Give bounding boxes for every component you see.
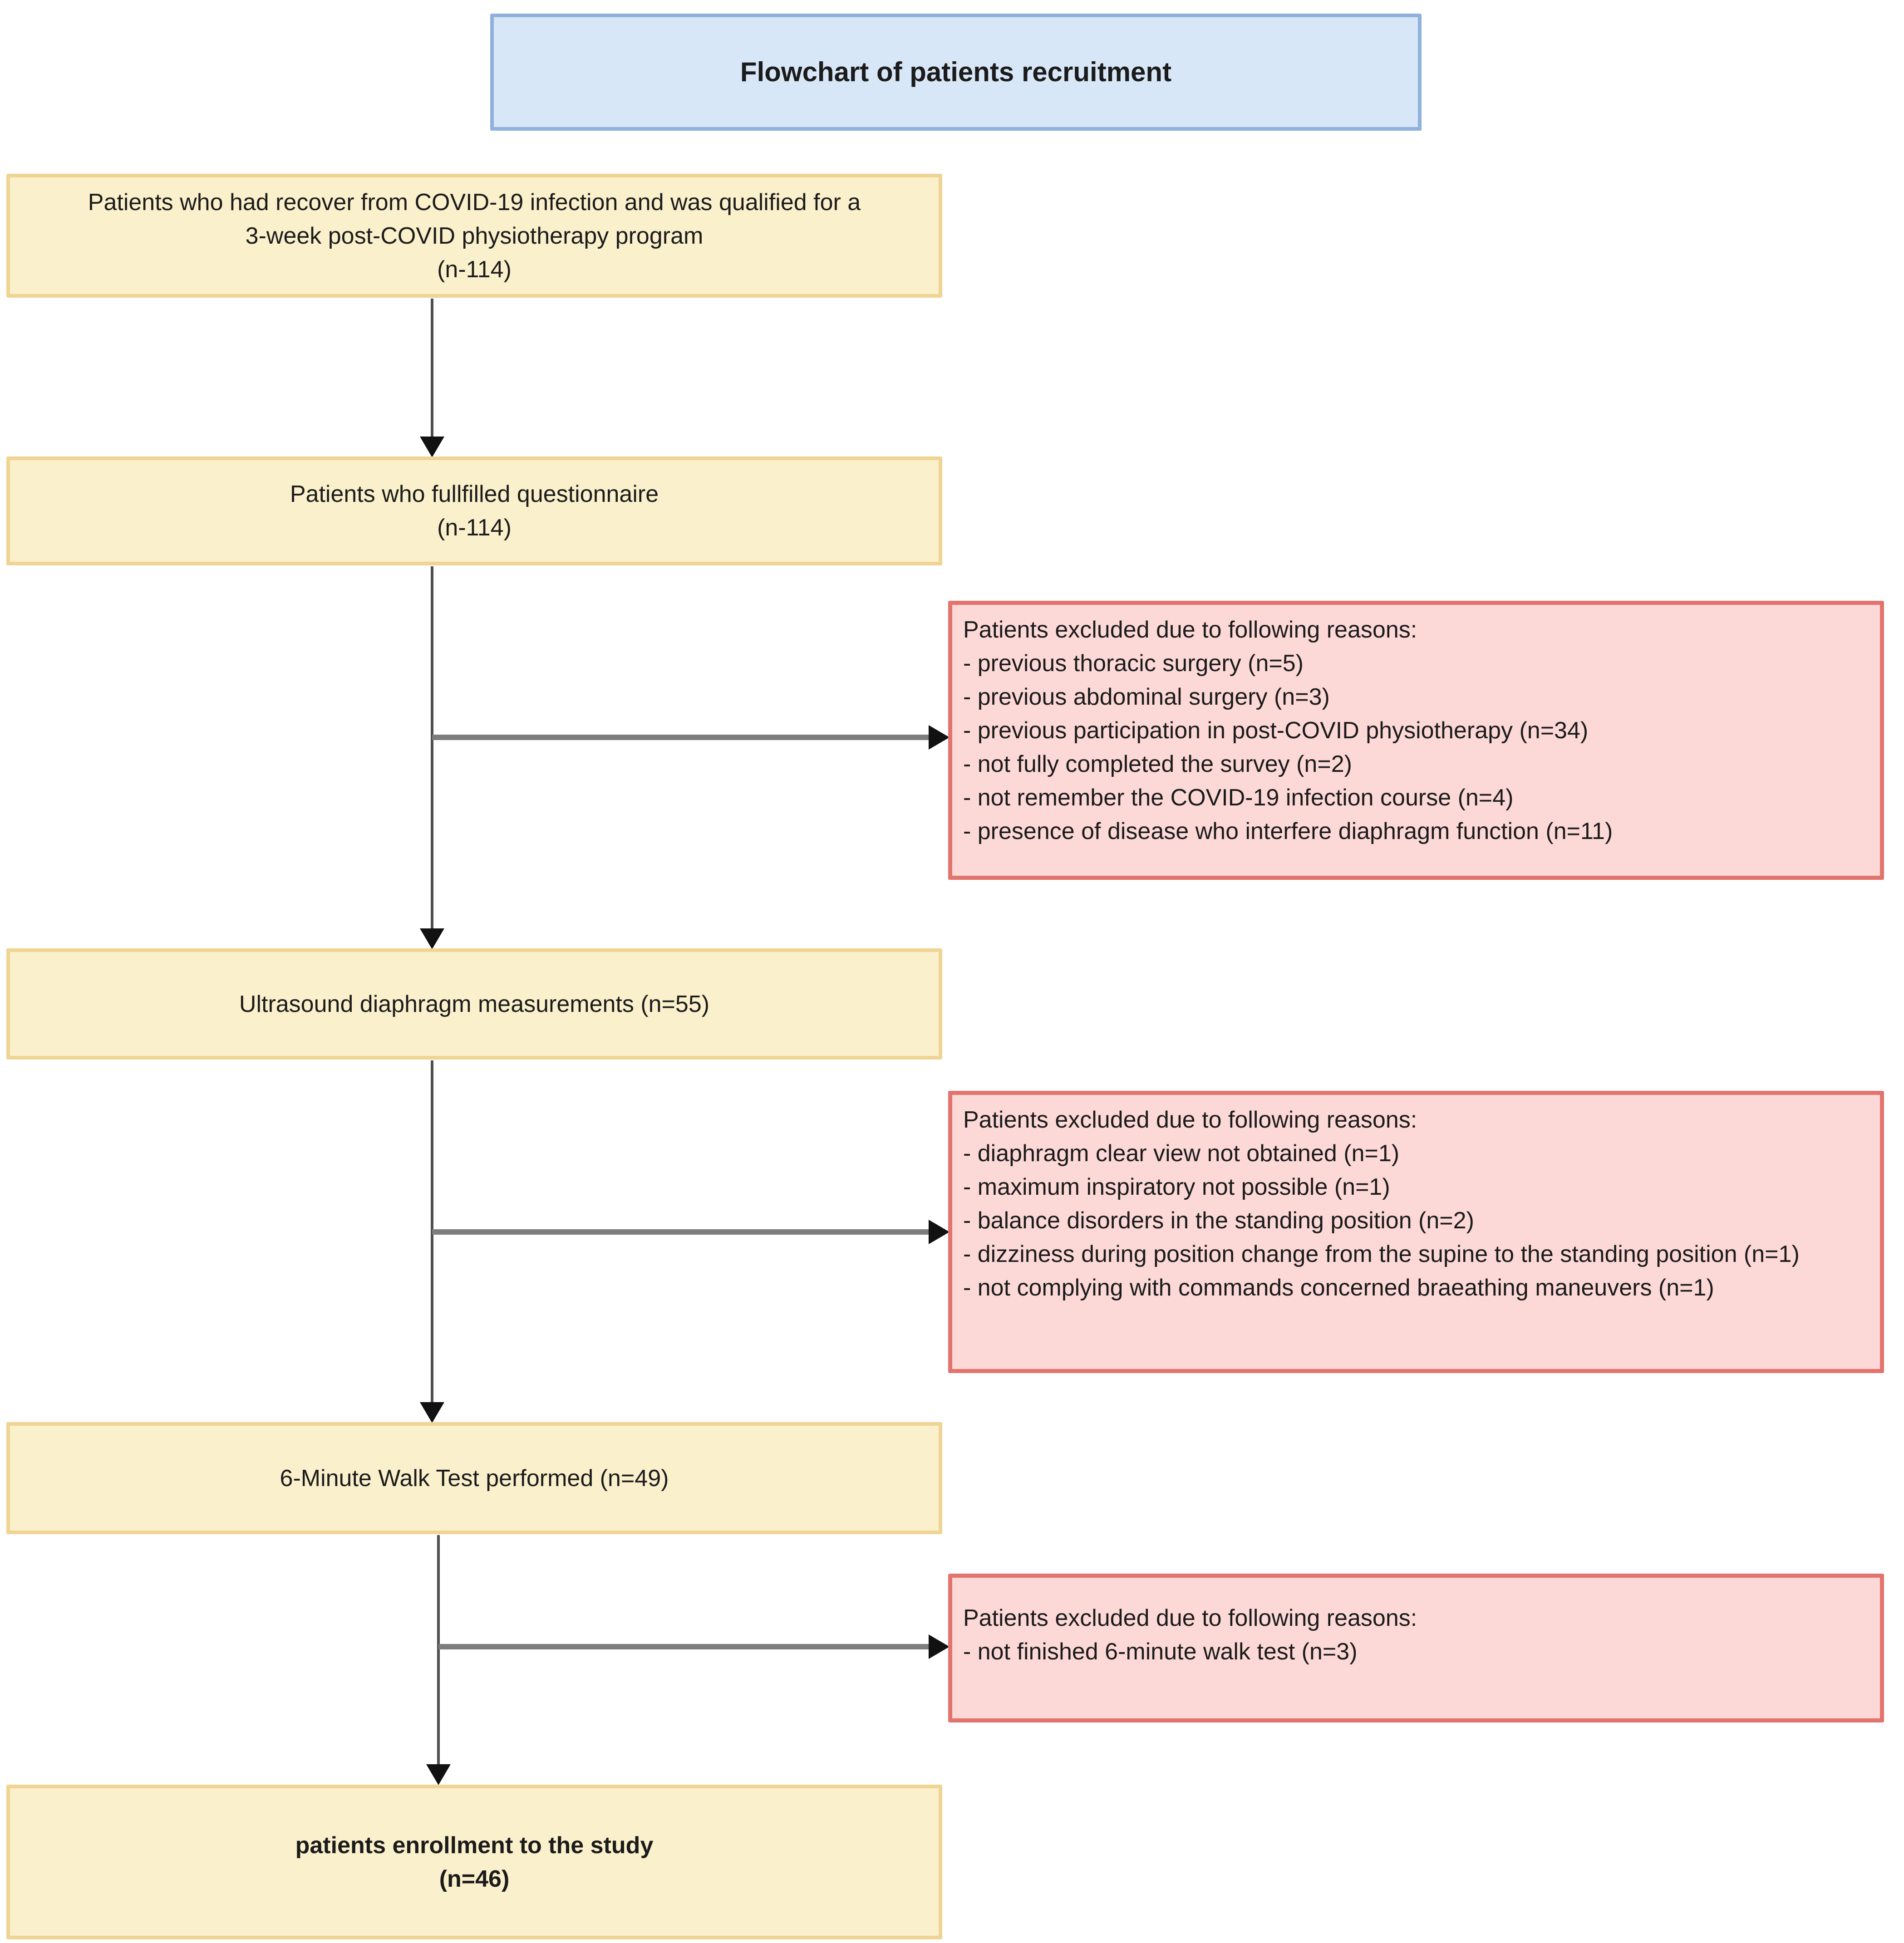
node-ultrasound xyxy=(6,948,942,1060)
node-enrollment xyxy=(6,1785,942,1939)
page-title: Flowchart of patients recruitment xyxy=(740,57,1172,87)
branch-to-excluded-3 xyxy=(438,1644,930,1649)
node-excluded-after-ultrasound xyxy=(948,1091,1884,1373)
excluded-1-item: - not fully completed the survey (n=2) xyxy=(963,751,1352,777)
node-questionnaire xyxy=(6,456,942,565)
excluded-2-item: - balance disorders in the standing position (n=2) xyxy=(963,1207,1474,1234)
node-qualified-count: (n-114) xyxy=(437,256,512,283)
excluded-1-item: - presence of disease who interfere diaphragm function (n=11) xyxy=(963,818,1613,844)
title-box xyxy=(490,14,1422,131)
arrowhead-down-icon xyxy=(420,1402,444,1423)
arrowhead-right-icon xyxy=(929,725,950,750)
branch-to-excluded-2 xyxy=(432,1229,930,1235)
excluded-2-item: - not complying with commands concerned braeathing maneuvers (n=1) xyxy=(963,1275,1714,1301)
excluded-1-item: - previous participation in post-COVID physiotherapy (n=34) xyxy=(963,717,1589,744)
connector-walktest-to-enrollment xyxy=(437,1535,440,1766)
node-enrollment-line-1: patients enrollment to the study xyxy=(295,1832,654,1859)
excluded-2-item: - diaphragm clear view not obtained (n=1) xyxy=(963,1140,1400,1167)
excluded-2-item: - maximum inspiratory not possible (n=1) xyxy=(963,1174,1390,1200)
excluded-2-header: Patients excluded due to following reasons: xyxy=(963,1107,1417,1133)
node-enrollment-count: (n=46) xyxy=(439,1865,510,1892)
excluded-1-item: - previous abdominal surgery (n=3) xyxy=(963,684,1330,710)
node-qualified-line-2: 3-week post-COVID physiotherapy program xyxy=(245,222,704,249)
excluded-1-item: - previous thoracic surgery (n=5) xyxy=(963,650,1304,677)
node-walk-test xyxy=(6,1422,942,1534)
arrowhead-right-icon xyxy=(929,1220,950,1244)
arrowhead-right-icon xyxy=(929,1634,950,1659)
node-excluded-after-walktest xyxy=(948,1574,1884,1722)
excluded-1-header: Patients excluded due to following reasons: xyxy=(963,617,1417,643)
excluded-1-item: - not remember the COVID-19 infection course (n=4) xyxy=(963,785,1514,811)
node-questionnaire-count: (n-114) xyxy=(437,515,512,541)
connector-questionnaire-to-ultrasound xyxy=(431,566,433,930)
node-excluded-after-questionnaire xyxy=(948,601,1884,880)
arrowhead-down-icon xyxy=(426,1764,451,1785)
excluded-2-item: - dizziness during position change from the supine to the standing position (n=1) xyxy=(963,1241,1800,1267)
branch-to-excluded-1 xyxy=(432,735,930,740)
connector-qualified-to-questionnaire xyxy=(431,299,433,438)
node-walk-test-line-1: 6-Minute Walk Test performed (n=49) xyxy=(280,1465,669,1492)
node-qualified-patients xyxy=(6,174,942,298)
arrowhead-down-icon xyxy=(420,928,444,949)
excluded-3-item: - not finished 6-minute walk test (n=3) xyxy=(963,1639,1358,1665)
excluded-3-header: Patients excluded due to following reasons: xyxy=(963,1605,1417,1631)
node-qualified-line-1: Patients who had recover from COVID-19 infection and was qualified for a xyxy=(88,189,861,216)
node-ultrasound-line-1: Ultrasound diaphragm measurements (n=55) xyxy=(239,991,710,1017)
node-questionnaire-line-1: Patients who fullfilled questionnaire xyxy=(290,481,659,507)
arrowhead-down-icon xyxy=(420,437,444,457)
